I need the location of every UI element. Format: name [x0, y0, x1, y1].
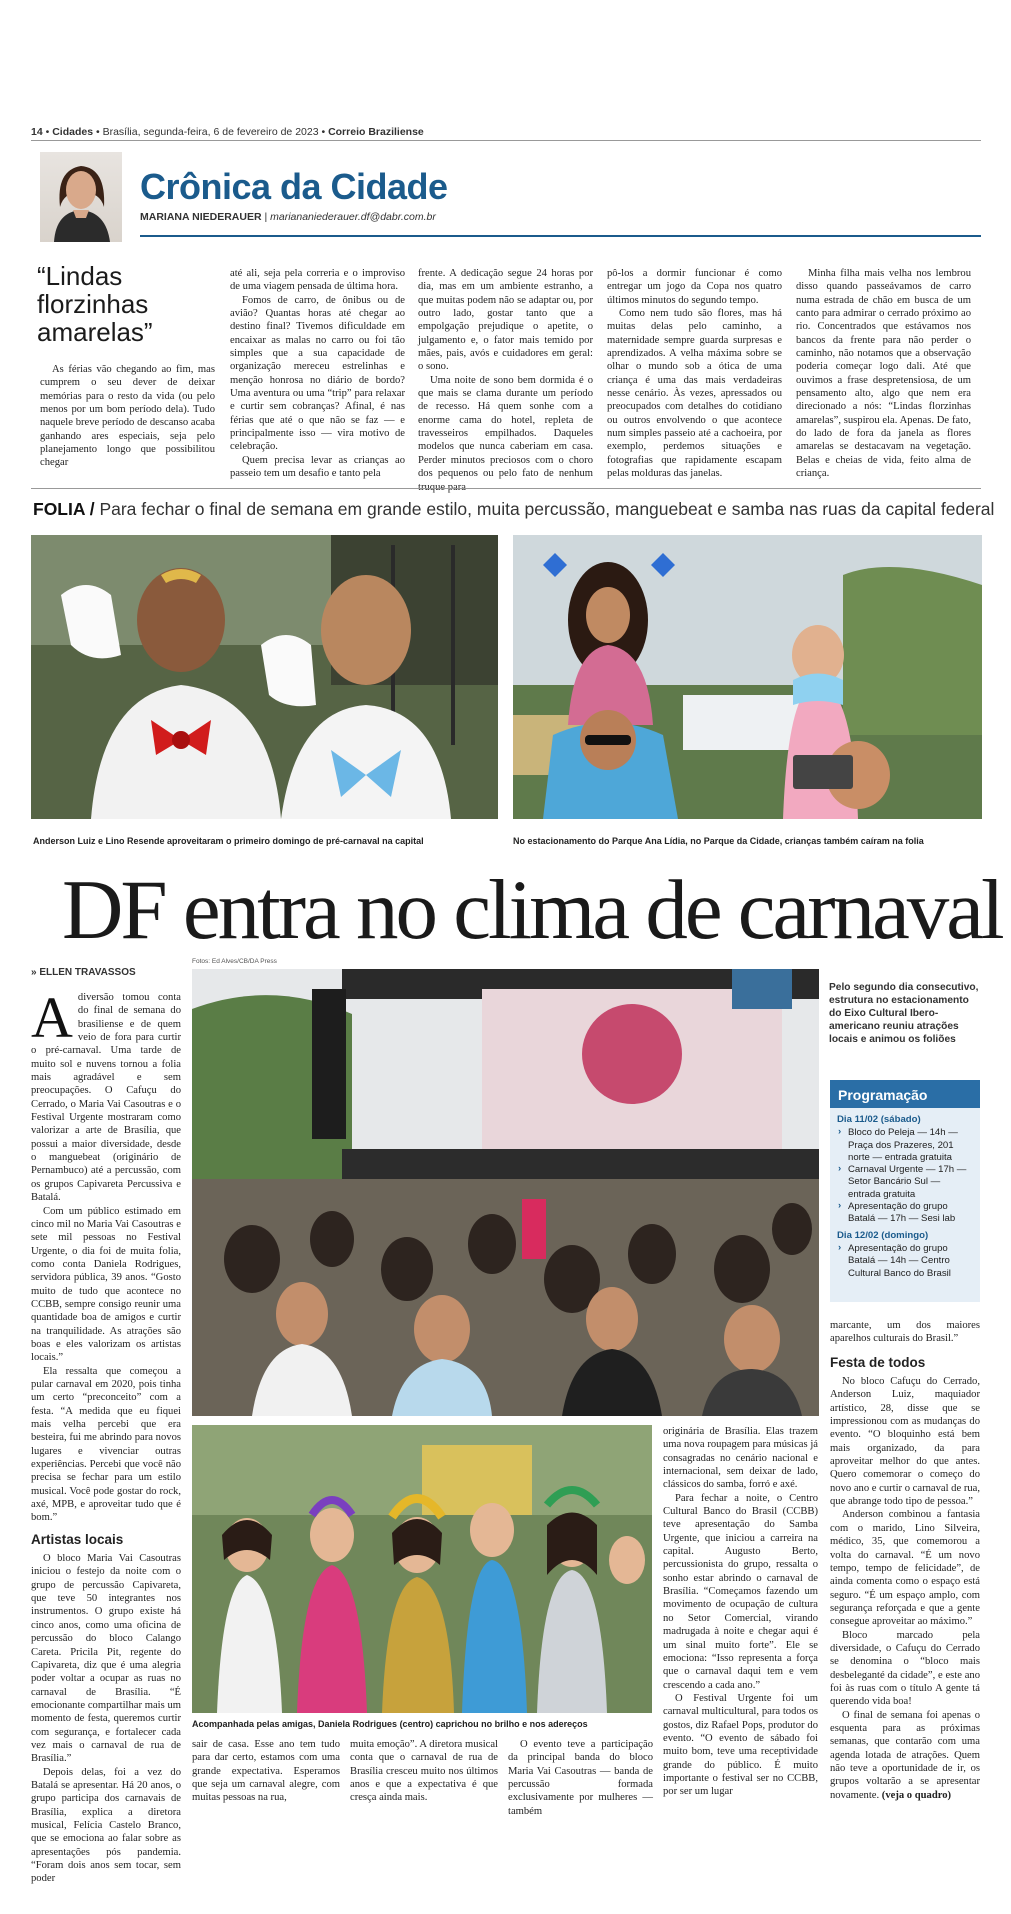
see-box-note: (veja o quadro) — [881, 1789, 952, 1801]
column-text-3: frente. A dedicação segue 24 horas por dia, mas em um ambiente estranho, a que muitas podem não se adaptar ou, por outro lado, gostar tanto que a empolgação prejudique o apetite, o julgamento e, o fator mais temido por mães, pais, avós e cuidadores em geral: o sono. Uma noite de sono bem dormida é o que mais se clama durante um período de recesso. Há quem sonhe com a enorme cama do hotel, repleta de travesseiros empilhados. Daqueles modelos que nunca caberiam em casa. Perder minutos preciosos com o choro dos pequenos ou pelo fato de nenhum truque para — [418, 268, 593, 493]
column-text-5: Minha filha mais velha nos lembrou disso quando passeávamos de carro numa estrada de chão em busca de um canto para admirar o cerrado próximo ao rio. Concentrados que estávamos nos bancos da frente para não perder o caminho, não notamos que a observação poderia começar logo dali. Até que ouvimos a frase despretensiosa, de um pensamento alto, algo que nem era direcionado a nós: “Lindas florzinhas amarelas”, suspirou ela. Apenas. De fato, do lado de fora da janela as flores amarelas se destacavam na vegetação. Belas e cheias de vida, feito alma de criança. — [796, 268, 971, 480]
subhead-artistas-locais: Artistas locais — [31, 1531, 124, 1547]
folia-kicker: FOLIA / — [33, 499, 95, 519]
article-headline: DF entra no clima de carnaval — [62, 863, 1002, 957]
programacao-list-day2 — [837, 1243, 973, 1280]
article-col-4: originária de Brasília. Elas trazem uma nova roupagem para músicas já consagradas no cenário nacional e internacional, sem deixar de lado, clássicos do samba, forró e axé. Para fechar a noite, o Centro Cultural Banco do Brasil (CCBB) teve apresentação do Samba Urgente, que iniciou a carreira na capital. Augusto Berto, percussionista do grupo, ressalta o sonho estar abrindo o carnaval de Brasília. “Começamos fazendo um movimento de ocupação de cultura no Setor Comercial, virando madrugada à noite e chegar aqui é um sinal muito forte”. Ele se emociona: “Isso representa a força que o carnaval daqui tem e vem crescendo a cada ano.” O Festival Urgente foi um carnaval multicultural, para todos os gostos, diz Rafael Pops, produtor do evento. “O evento de sábado foi muito bom, teve uma receptividade grande do público. É muito importante o festival ser no CCBB, por ser um lugar — [663, 1426, 818, 1798]
programacao-day1: Dia 11/02 (sábado) — [837, 1114, 921, 1125]
programacao-item: › Apresentação do grupo Batalá — 17h — Sesi lab — [837, 1201, 973, 1226]
article-col-2-bottom: sair de casa. Esse ano tem tudo para dar certo, estamos com uma grande expectativa. Esperamos que seja um carnaval alegre, com muitas pessoas na rua, — [192, 1739, 340, 1804]
column-author-line: MARIANA NIEDERAUER | mariananiederauer.df@dabr.com.br — [140, 211, 436, 223]
newspaper-name: Correio Braziliense — [328, 126, 424, 138]
programacao-list-day1 — [837, 1127, 973, 1225]
column-title: Crônica da Cidade — [140, 166, 448, 207]
photo-daniela-friends — [192, 1425, 652, 1713]
caption-photo1: Anderson Luiz e Lino Resende aproveitaram o primeiro domingo de pré-carnaval na capital — [33, 836, 424, 846]
programacao-item: › Apresentação do grupo Batalá — 14h — Centro Cultural Banco do Brasil — [837, 1243, 973, 1280]
programacao-box — [830, 1080, 980, 1302]
column-text-1: As férias vão chegando ao fim, mas cumprem o seu dever de deixar memórias para o resto da vida (ou pelo menos por um bom período dela). Tudo naquele breve período de descanso acaba ganhando ares especiais, seja pelo planejamento longo que possibilitou chegar — [40, 364, 215, 469]
column-email[interactable]: mariananiederauer.df@dabr.com.br — [270, 211, 436, 223]
article-col-3-bottom: muita emoção”. A diretora musical conta que o carnaval de rua de Brasília cresceu muito nos últimos anos e que a expectativa é que cresça ainda mais. — [350, 1739, 498, 1804]
column-text-2: até ali, seja pela correria e o improviso de uma viagem pensada de última hora. Fomos de carro, de ônibus ou de avião? Quantas horas até chegar ao destino final? Tivemos dificuldade em encaixar as malas no carro ou foi tão simples que a sua capacidade de organização mereceu estrelinhas e menção honrosa no diário de bordo? Uma aventura ou uma “trip” para relaxar e curtir sem cobranças? Afinal, é nas férias que até o que não se faz — e principalmente isso — vira motivo de celebração. Quem precisa levar as crianças ao passeio tem um desafio e tanto pela — [230, 268, 405, 480]
programacao-title: Programação — [830, 1083, 980, 1108]
section-name: Cidades — [52, 126, 94, 138]
column-bottom-rule — [31, 488, 981, 489]
caption-photo2: No estacionamento do Parque Ana Lídia, no Parque da Cidade, crianças também caíram na folia — [513, 836, 924, 846]
header-rule — [31, 140, 981, 141]
photo-crowd-stage — [192, 969, 819, 1416]
article-col-4-bottom: O evento teve a participação da principal banda do bloco Maria Vai Casoutras — banda de percussão formada exclusivamente por mulheres — também — [508, 1739, 653, 1817]
article-col-5: marcante, um dos maiores aparelhos culturais do Brasil.” Festa de todos No bloco Cafuçu do Cerrado, Anderson Luiz, maquiador artístico, 28, disse que se impressionou com as mudanças do evento. “O bloquinho está bem mais organizado, da para aproveitar melhor do que antes. Quero comemorar o começo do novo ano e curtir o carnaval de rua, que abrange todo tipo de pessoa.” Anderson combinou a fantasia com o marido, Lino Silveira, médico, 35, que comemorou a volta do carnaval. “É um novo tempo, tempo de felicidade”, de ainda comenta como o espaço está seguro. “É um espaço amplo, com segurança reforçada e que a gente consegue aproveitar ao máximo.” Bloco marcado pela diversidade, o Cafuçu do Cerrado se denomina o “bloco mais desbeleganté da cidade”, e este ano foi às ruas com o título A gente tá querendo vida boa! O final de semana foi apenas o esquenta para as próximas semanas, que contarão com uma agenda lotada de atrações. Quem não teve a oportunidade de ir, os grupos voltarão a se apresentar novamente. (veja o quadro) — [830, 1320, 981, 1801]
author-photo — [40, 152, 122, 242]
article-byline: » ELLEN TRAVASSOS — [31, 967, 136, 978]
column-text-4: pô-los a dormir funcionar é como entregar um jogo da Copa nos quatro últimos minutos do segundo tempo. Como nem tudo são flores, mas há muitas delas pelo caminho, a maternidade sempre guarda surpresas e aprendizados. A velha máxima sobre se olhar o mundo sob a ótica de uma criança é uma das mais verdadeiras nesse cenário. Às vezes, apressados ou preocupados com detalhes do cotidiano ou outros envolvendo o que acontece num simples passeio até a cachoeira, por exemplo, perdemos situações e fotografias que rapidamente escapam pelas molduras das janelas. — [607, 268, 782, 480]
page-header: 14 • Cidades • Brasília, segunda-feira, 6 de fevereiro de 2023 • Correio Braziliense — [31, 126, 424, 138]
folia-text: Para fechar o final de semana em grande estilo, muita percussão, manguebeat e samba nas ruas da capital federal — [99, 499, 995, 519]
photo-children-park — [513, 535, 982, 819]
caption-side: Pelo segundo dia consecutivo, estrutura no estacionamento do Eixo Cultural Ibero-americano reuniu atrações locais e animou os foliões — [829, 982, 979, 1045]
page-number: 14 — [31, 126, 43, 138]
programacao-day2: Dia 12/02 (domingo) — [837, 1229, 929, 1241]
photo-credit: Fotos: Ed Alves/CB/DA Press — [192, 958, 277, 965]
subhead-festa-de-todos: Festa de todos — [830, 1354, 926, 1370]
column-headline: “Lindas florzinhas amarelas” — [37, 261, 153, 347]
column-author: MARIANA NIEDERAUER — [140, 211, 262, 223]
caption-photo3: Acompanhada pelas amigas, Daniela Rodrigues (centro) caprichou no brilho e nos adereços — [192, 1719, 588, 1729]
dropcap: A — [31, 985, 73, 1050]
programacao-item: › Bloco do Peleja — 14h — Praça dos Prazeres, 201 norte — entrada gratuita — [837, 1127, 973, 1164]
article-col-1: A diversão tomou conta do final de semana do brasiliense e de quem veio de fora para curtir o pré-carnaval. Uma tarde de muito sol e nuvens tornou a folia mais agradável e sem preocupações. O Cafuçu do Cerrado, o Maria Vai Casoutras e o Festival Urgente mostraram como valorizar a arte de Brasília, que possui a maior diversidade, desde o manguebeat (originário de Pernambuco) até a percussão, com os grupos Capivareta Percussiva e Batalá. Com um público estimado em cinco mil no Maria Vai Casoutras e sete mil pessoas no Festival Urgente, o dia foi de muita folia, como conta Daniela Rodrigues, servidora pública, 39 anos. “Gosto muito de tudo que acontece no CCBB, sempre consigo reunir uma quantidade boa de amigos e curtir na tranquilidade. As atrações são boas e eles valorizam os artistas locais.” Ela ressalta que começou a pular carnaval em 2020, pois tinha um certo “preconceito” com a festa. “A medida que eu fiquei mais velha percebi que era besteira, fui me abrindo para novos lugares e vivenciar outras experiências. Percebi que você não precisa se fechar para um estilo musical. Você pode gostar do rock, axé, MPB, e aproveitar tudo que é bom.” Artistas locais O bloco Maria Vai Casoutras iniciou o festejo da noite com o grupo de percussão Capivareta, que teve 50 integrantes nos instrumentos. O grupo existe há cinco anos, como uma oficina de percussão do bloco Calango Careta. Pricila Pit, regente do Capivareta, diz que é uma alegria poder voltar a ocupar as ruas no carnaval de Brasília. “É emocionante compartilhar mais um momento de festa, queremos curtir com segurança, e fortalecer cada vez mais o carnaval de rua de Brasília.” Depois delas, foi a vez do Batalá se apresentar. Há 20 anos, o grupo participa dos carnavais de Brasília, explica a diretora musical, Felícia Castelo Branco, que se emociona ao falar sobre as apresentações pós pandemia. “Foram dois anos sem tocar, sem poder — [31, 985, 181, 1885]
folia-bar — [33, 499, 995, 520]
programacao-item: › Carnaval Urgente — 17h — Setor Bancário Sul — entrada gratuita — [837, 1164, 973, 1201]
dateline: Brasília, segunda-feira, 6 de fevereiro de 2023 — [102, 126, 319, 138]
column-rule — [140, 235, 981, 237]
photo-anderson-lino — [31, 535, 498, 819]
